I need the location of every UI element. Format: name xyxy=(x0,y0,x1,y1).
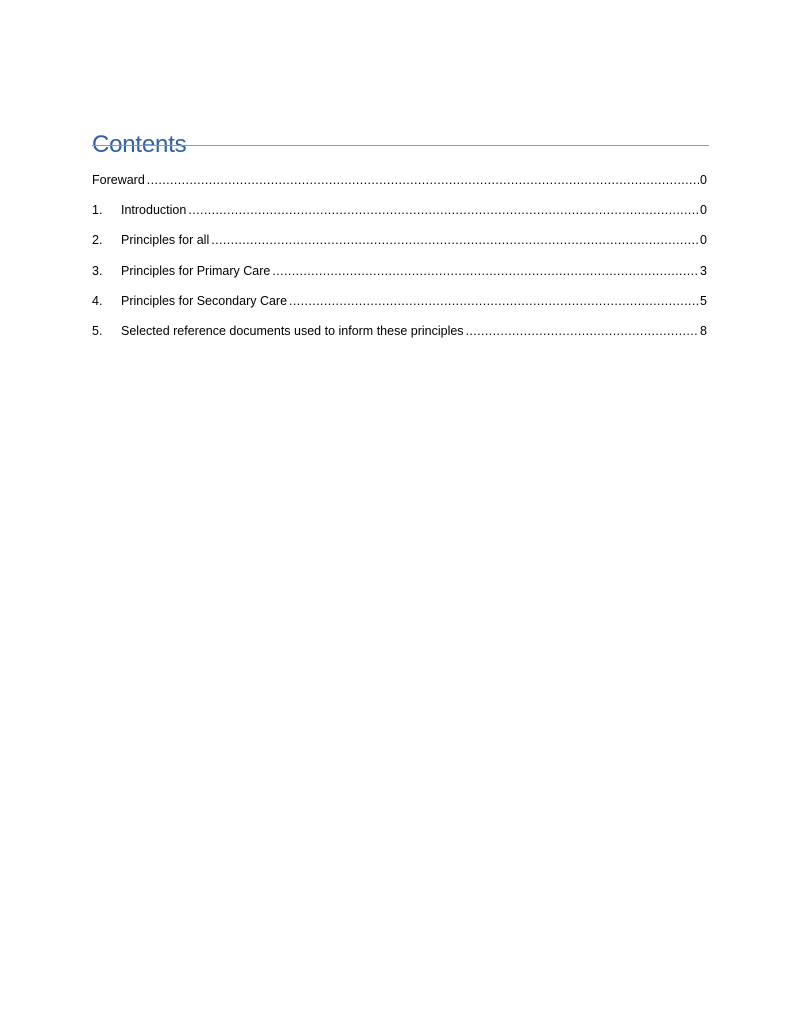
toc-entry-title: Principles for all xyxy=(121,233,210,248)
toc-entry-number: 3. xyxy=(92,263,103,278)
toc-dot-leader xyxy=(272,261,699,281)
toc-entry-title: Selected reference documents used to inform these principles xyxy=(121,323,464,338)
toc-entry-page: 8 xyxy=(700,323,707,338)
toc-entry-title: Introduction xyxy=(121,203,187,218)
toc-entry-page: 0 xyxy=(700,233,707,248)
toc-entry-page: 0 xyxy=(700,173,707,187)
toc-entry-title: Principles for Primary Care xyxy=(121,263,271,278)
toc-entry-title: Principles for Secondary Care xyxy=(121,293,288,308)
toc-dot-leader xyxy=(188,200,699,220)
toc-dot-leader xyxy=(466,321,699,341)
toc-entry-number: 5. xyxy=(92,323,103,338)
toc-entry-primary-care[interactable] xyxy=(92,261,707,291)
toc-entry-introduction[interactable] xyxy=(92,200,707,230)
table-of-contents xyxy=(92,170,707,351)
toc-entry-title: Foreward xyxy=(92,173,145,187)
toc-entry-secondary-care[interactable] xyxy=(92,291,707,321)
toc-entry-number: 1. xyxy=(92,203,103,218)
toc-entry-page: 3 xyxy=(700,263,707,278)
toc-entry-page: 0 xyxy=(700,203,707,218)
toc-entry-number: 2. xyxy=(92,233,103,248)
toc-entry-principles-for-all[interactable] xyxy=(92,230,707,260)
toc-entry-foreward[interactable] xyxy=(92,170,707,200)
toc-dot-leader xyxy=(147,170,699,190)
toc-dot-leader xyxy=(211,230,699,250)
toc-entry-page: 5 xyxy=(700,293,707,308)
toc-dot-leader xyxy=(289,291,699,311)
heading-divider xyxy=(92,145,709,146)
toc-entry-number: 4. xyxy=(92,293,103,308)
toc-entry-reference-documents[interactable] xyxy=(92,321,707,351)
contents-heading: Contents xyxy=(92,131,187,159)
